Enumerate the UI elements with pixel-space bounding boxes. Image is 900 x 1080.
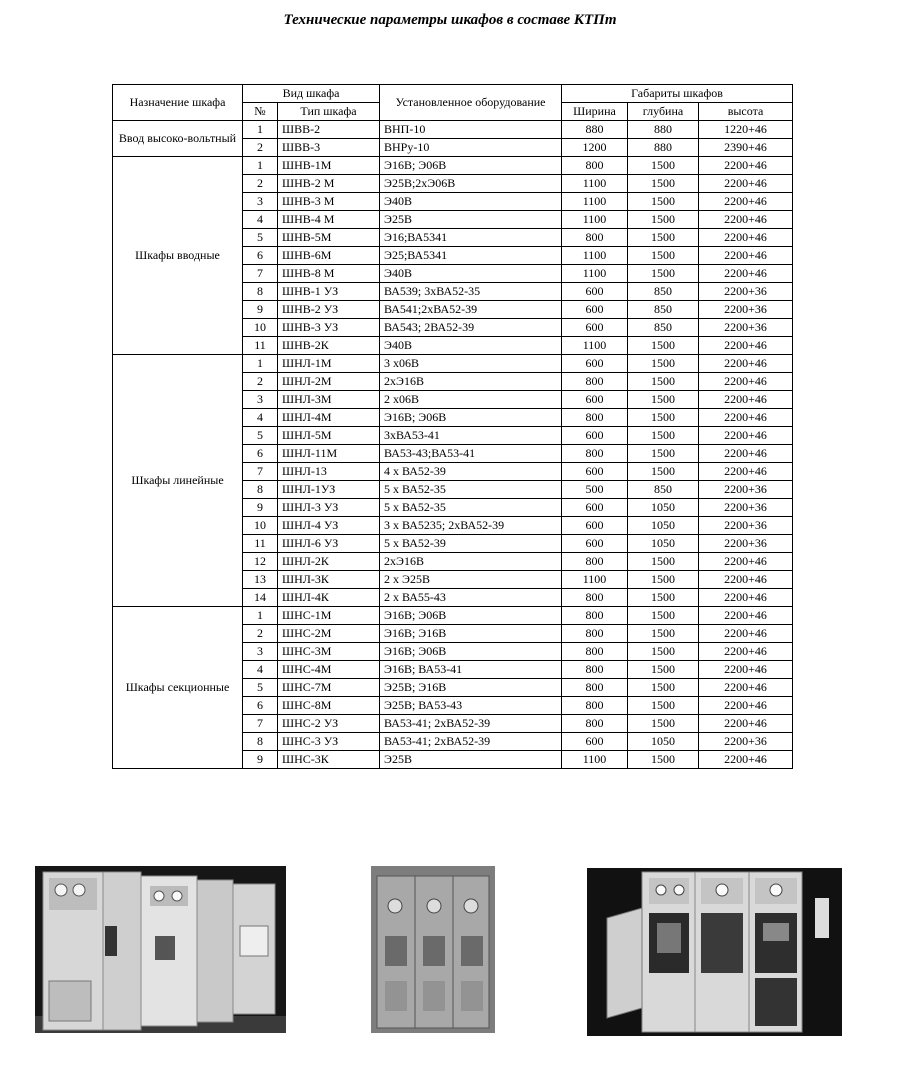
row-number: 2 — [243, 175, 278, 193]
depth-cell: 1500 — [628, 373, 699, 391]
equipment-cell: Э16В; Э16В — [380, 625, 562, 643]
width-cell: 600 — [562, 733, 628, 751]
width-cell: 800 — [562, 661, 628, 679]
row-number: 2 — [243, 373, 278, 391]
width-cell: 800 — [562, 589, 628, 607]
depth-cell: 1050 — [628, 499, 699, 517]
equipment-cell: 5 х ВА52-39 — [380, 535, 562, 553]
width-cell: 800 — [562, 607, 628, 625]
row-number: 2 — [243, 139, 278, 157]
height-cell: 2200+46 — [699, 157, 793, 175]
cabinet-type-cell: ШНС-8М — [278, 697, 380, 715]
cabinet-type-cell: ШНЛ-4 УЗ — [278, 517, 380, 535]
cabinet-type-cell: ШНВ-4 М — [278, 211, 380, 229]
depth-cell: 1500 — [628, 409, 699, 427]
depth-cell: 1500 — [628, 751, 699, 769]
cabinet-type-cell: ШНС-1М — [278, 607, 380, 625]
equipment-cell: 2хЭ16В — [380, 373, 562, 391]
table-row — [113, 121, 793, 139]
row-number: 4 — [243, 211, 278, 229]
height-cell: 2200+46 — [699, 355, 793, 373]
width-cell: 1100 — [562, 247, 628, 265]
equipment-cell: Э16В; Э06В — [380, 643, 562, 661]
equipment-cell: ВА539; 3хВА52-35 — [380, 283, 562, 301]
photo-cabinets-open — [587, 868, 842, 1036]
height-cell: 2200+46 — [699, 265, 793, 283]
header-cabinet-type: Тип шкафа — [278, 103, 380, 121]
row-number: 3 — [243, 391, 278, 409]
cabinet-type-cell: ШНЛ-3М — [278, 391, 380, 409]
row-number: 9 — [243, 751, 278, 769]
height-cell: 2200+46 — [699, 211, 793, 229]
cabinet-type-cell: ШВВ-2 — [278, 121, 380, 139]
row-number: 1 — [243, 157, 278, 175]
depth-cell: 1500 — [628, 445, 699, 463]
header-equipment: Установленное оборудование — [380, 85, 562, 121]
width-cell: 600 — [562, 391, 628, 409]
row-number: 11 — [243, 535, 278, 553]
height-cell: 2200+46 — [699, 571, 793, 589]
depth-cell: 1500 — [628, 193, 699, 211]
height-cell: 2200+46 — [699, 679, 793, 697]
row-number: 8 — [243, 283, 278, 301]
row-number: 9 — [243, 499, 278, 517]
equipment-cell: Э16В; ВА53-41 — [380, 661, 562, 679]
height-cell: 2200+46 — [699, 643, 793, 661]
width-cell: 800 — [562, 715, 628, 733]
table-row — [113, 355, 793, 373]
height-cell: 2200+46 — [699, 373, 793, 391]
equipment-cell: Э25В — [380, 211, 562, 229]
header-number: № — [243, 103, 278, 121]
equipment-cell: Э40В — [380, 193, 562, 211]
equipment-cell: Э25В; Э16В — [380, 679, 562, 697]
width-cell: 800 — [562, 157, 628, 175]
cabinet-type-cell: ШНЛ-13 — [278, 463, 380, 481]
equipment-cell: Э16В; Э06В — [380, 409, 562, 427]
equipment-cell: ВА53-43;ВА53-41 — [380, 445, 562, 463]
height-cell: 2200+46 — [699, 625, 793, 643]
width-cell: 600 — [562, 283, 628, 301]
cabinet-type-cell: ШНС-3К — [278, 751, 380, 769]
equipment-cell: 5 х ВА52-35 — [380, 481, 562, 499]
depth-cell: 1500 — [628, 229, 699, 247]
cabinet-type-cell: ШНЛ-6 УЗ — [278, 535, 380, 553]
depth-cell: 1500 — [628, 553, 699, 571]
header-depth: глубина — [628, 103, 699, 121]
height-cell: 2200+46 — [699, 697, 793, 715]
depth-cell: 1050 — [628, 733, 699, 751]
depth-cell: 850 — [628, 481, 699, 499]
row-number: 9 — [243, 301, 278, 319]
cabinet-type-cell: ШНВ-1 УЗ — [278, 283, 380, 301]
width-cell: 600 — [562, 427, 628, 445]
cabinet-type-cell: ШНВ-6М — [278, 247, 380, 265]
height-cell: 2200+36 — [699, 481, 793, 499]
height-cell: 2200+46 — [699, 229, 793, 247]
width-cell: 1100 — [562, 211, 628, 229]
width-cell: 800 — [562, 643, 628, 661]
photo-cabinet-center — [371, 866, 495, 1033]
equipment-cell: ВА53-41; 2хВА52-39 — [380, 733, 562, 751]
equipment-cell: Э16В; Э06В — [380, 157, 562, 175]
equipment-cell: 3 х ВА5235; 2хВА52-39 — [380, 517, 562, 535]
height-cell: 2200+46 — [699, 751, 793, 769]
height-cell: 2200+46 — [699, 463, 793, 481]
depth-cell: 1050 — [628, 517, 699, 535]
page-title: Технические параметры шкафов в составе КТПт — [283, 12, 617, 28]
height-cell: 2200+36 — [699, 301, 793, 319]
row-number: 4 — [243, 661, 278, 679]
height-cell: 2200+36 — [699, 535, 793, 553]
depth-cell: 850 — [628, 319, 699, 337]
row-number: 6 — [243, 697, 278, 715]
equipment-cell: Э40В — [380, 265, 562, 283]
width-cell: 1100 — [562, 751, 628, 769]
equipment-cell: Э25В;2хЭ06В — [380, 175, 562, 193]
cabinet-type-cell: ШНЛ-1УЗ — [278, 481, 380, 499]
depth-cell: 850 — [628, 283, 699, 301]
row-number: 13 — [243, 571, 278, 589]
depth-cell: 1500 — [628, 715, 699, 733]
row-number: 10 — [243, 319, 278, 337]
row-number: 5 — [243, 427, 278, 445]
width-cell: 600 — [562, 319, 628, 337]
header-height: высота — [699, 103, 793, 121]
equipment-cell: Э16В; Э06В — [380, 607, 562, 625]
equipment-cell: Э25В — [380, 751, 562, 769]
equipment-cell: 2 х Э25В — [380, 571, 562, 589]
row-number: 5 — [243, 229, 278, 247]
height-cell: 2200+36 — [699, 319, 793, 337]
depth-cell: 1500 — [628, 265, 699, 283]
height-cell: 2200+36 — [699, 283, 793, 301]
row-number: 3 — [243, 643, 278, 661]
height-cell: 2200+46 — [699, 337, 793, 355]
equipment-cell: Э40В — [380, 337, 562, 355]
width-cell: 1100 — [562, 175, 628, 193]
width-cell: 880 — [562, 121, 628, 139]
width-cell: 1100 — [562, 265, 628, 283]
cabinet-type-cell: ШНВ-3 УЗ — [278, 319, 380, 337]
cabinet-type-cell: ШНЛ-2К — [278, 553, 380, 571]
header-purpose: Назначение шкафа — [113, 85, 243, 121]
cabinet-type-cell: ШВВ-3 — [278, 139, 380, 157]
depth-cell: 1500 — [628, 391, 699, 409]
height-cell: 2200+46 — [699, 715, 793, 733]
row-number: 1 — [243, 607, 278, 625]
row-number: 8 — [243, 481, 278, 499]
depth-cell: 1500 — [628, 697, 699, 715]
cabinet-type-cell: ШНС-3М — [278, 643, 380, 661]
width-cell: 1100 — [562, 193, 628, 211]
cabinet-type-cell: ШНЛ-3К — [278, 571, 380, 589]
row-number: 5 — [243, 679, 278, 697]
row-number: 11 — [243, 337, 278, 355]
equipment-cell: Э25В; ВА53-43 — [380, 697, 562, 715]
equipment-cell: ВА53-41; 2хВА52-39 — [380, 715, 562, 733]
equipment-cell: ВНРу-10 — [380, 139, 562, 157]
height-cell: 2390+46 — [699, 139, 793, 157]
height-cell: 2200+36 — [699, 733, 793, 751]
cabinet-type-cell: ШНС-3 УЗ — [278, 733, 380, 751]
height-cell: 2200+36 — [699, 517, 793, 535]
height-cell: 1220+46 — [699, 121, 793, 139]
depth-cell: 1500 — [628, 679, 699, 697]
depth-cell: 1500 — [628, 247, 699, 265]
width-cell: 600 — [562, 355, 628, 373]
height-cell: 2200+46 — [699, 589, 793, 607]
equipment-cell: ВА543; 2ВА52-39 — [380, 319, 562, 337]
cabinet-type-cell: ШНЛ-4К — [278, 589, 380, 607]
height-cell: 2200+46 — [699, 409, 793, 427]
parameters-table — [112, 84, 793, 769]
equipment-cell: 5 х ВА52-35 — [380, 499, 562, 517]
cabinet-type-cell: ШНЛ-5М — [278, 427, 380, 445]
row-number: 7 — [243, 715, 278, 733]
width-cell: 800 — [562, 679, 628, 697]
depth-cell: 1500 — [628, 643, 699, 661]
height-cell: 2200+36 — [699, 499, 793, 517]
row-number: 3 — [243, 193, 278, 211]
cabinet-type-cell: ШНВ-8 М — [278, 265, 380, 283]
table-row — [113, 607, 793, 625]
cabinet-lineup-image — [35, 866, 286, 1033]
depth-cell: 1500 — [628, 175, 699, 193]
width-cell: 500 — [562, 481, 628, 499]
width-cell: 1100 — [562, 337, 628, 355]
equipment-cell: 3 х06В — [380, 355, 562, 373]
width-cell: 600 — [562, 463, 628, 481]
cabinet-type-cell: ШНЛ-11М — [278, 445, 380, 463]
row-number: 7 — [243, 265, 278, 283]
depth-cell: 1500 — [628, 337, 699, 355]
cabinet-panel-image — [371, 866, 495, 1033]
height-cell: 2200+46 — [699, 247, 793, 265]
depth-cell: 1500 — [628, 607, 699, 625]
height-cell: 2200+46 — [699, 175, 793, 193]
width-cell: 800 — [562, 373, 628, 391]
width-cell: 1200 — [562, 139, 628, 157]
cabinet-type-cell: ШНС-2 УЗ — [278, 715, 380, 733]
depth-cell: 1500 — [628, 589, 699, 607]
depth-cell: 1500 — [628, 211, 699, 229]
height-cell: 2200+46 — [699, 193, 793, 211]
height-cell: 2200+46 — [699, 553, 793, 571]
row-number: 1 — [243, 121, 278, 139]
cabinet-type-cell: ШНВ-2 М — [278, 175, 380, 193]
width-cell: 600 — [562, 499, 628, 517]
header-width: Ширина — [562, 103, 628, 121]
depth-cell: 880 — [628, 121, 699, 139]
cabinet-type-cell: ШНС-4М — [278, 661, 380, 679]
header-cabinet-view: Вид шкафа — [243, 85, 380, 103]
equipment-cell: 3хВА53-41 — [380, 427, 562, 445]
cabinet-type-cell: ШНВ-1М — [278, 157, 380, 175]
row-number: 7 — [243, 463, 278, 481]
row-number: 14 — [243, 589, 278, 607]
row-number: 2 — [243, 625, 278, 643]
group-name-cell: Шкафы линейные — [113, 355, 243, 607]
height-cell: 2200+46 — [699, 445, 793, 463]
depth-cell: 1500 — [628, 571, 699, 589]
group-name-cell: Шкафы вводные — [113, 157, 243, 355]
width-cell: 800 — [562, 229, 628, 247]
depth-cell: 880 — [628, 139, 699, 157]
row-number: 4 — [243, 409, 278, 427]
width-cell: 800 — [562, 445, 628, 463]
row-number: 12 — [243, 553, 278, 571]
depth-cell: 850 — [628, 301, 699, 319]
cabinet-type-cell: ШНС-7М — [278, 679, 380, 697]
equipment-cell: 2 х06В — [380, 391, 562, 409]
header-dimensions: Габариты шкафов — [562, 85, 793, 103]
row-number: 8 — [243, 733, 278, 751]
open-cabinets-image — [587, 868, 842, 1036]
height-cell: 2200+46 — [699, 427, 793, 445]
cabinet-type-cell: ШНВ-2К — [278, 337, 380, 355]
width-cell: 800 — [562, 553, 628, 571]
equipment-cell: 2 х ВА55-43 — [380, 589, 562, 607]
height-cell: 2200+46 — [699, 661, 793, 679]
cabinet-type-cell: ШНЛ-1М — [278, 355, 380, 373]
depth-cell: 1500 — [628, 427, 699, 445]
group-name-cell: Шкафы секционные — [113, 607, 243, 769]
row-number: 10 — [243, 517, 278, 535]
width-cell: 600 — [562, 517, 628, 535]
cabinet-type-cell: ШНЛ-2М — [278, 373, 380, 391]
equipment-cell: 4 х ВА52-39 — [380, 463, 562, 481]
equipment-cell: Э25;ВА5341 — [380, 247, 562, 265]
cabinet-type-cell: ШНЛ-4М — [278, 409, 380, 427]
cabinet-type-cell: ШНВ-3 М — [278, 193, 380, 211]
table-body — [113, 121, 793, 769]
table-row — [113, 157, 793, 175]
depth-cell: 1500 — [628, 157, 699, 175]
depth-cell: 1500 — [628, 355, 699, 373]
equipment-cell: ВНП-10 — [380, 121, 562, 139]
equipment-cell: 2хЭ16В — [380, 553, 562, 571]
equipment-cell: ВА541;2хВА52-39 — [380, 301, 562, 319]
width-cell: 1100 — [562, 571, 628, 589]
cabinet-type-cell: ШНЛ-3 УЗ — [278, 499, 380, 517]
height-cell: 2200+46 — [699, 391, 793, 409]
width-cell: 600 — [562, 535, 628, 553]
width-cell: 800 — [562, 409, 628, 427]
row-number: 1 — [243, 355, 278, 373]
row-number: 6 — [243, 445, 278, 463]
width-cell: 800 — [562, 625, 628, 643]
cabinet-type-cell: ШНВ-5М — [278, 229, 380, 247]
width-cell: 800 — [562, 697, 628, 715]
cabinet-type-cell: ШНВ-2 УЗ — [278, 301, 380, 319]
cabinet-type-cell: ШНС-2М — [278, 625, 380, 643]
depth-cell: 1500 — [628, 463, 699, 481]
photo-cabinets-left — [35, 866, 286, 1033]
equipment-cell: Э16;ВА5341 — [380, 229, 562, 247]
height-cell: 2200+46 — [699, 607, 793, 625]
width-cell: 600 — [562, 301, 628, 319]
depth-cell: 1050 — [628, 535, 699, 553]
group-name-cell: Ввод высоко-вольтный — [113, 121, 243, 157]
depth-cell: 1500 — [628, 661, 699, 679]
depth-cell: 1500 — [628, 625, 699, 643]
row-number: 6 — [243, 247, 278, 265]
